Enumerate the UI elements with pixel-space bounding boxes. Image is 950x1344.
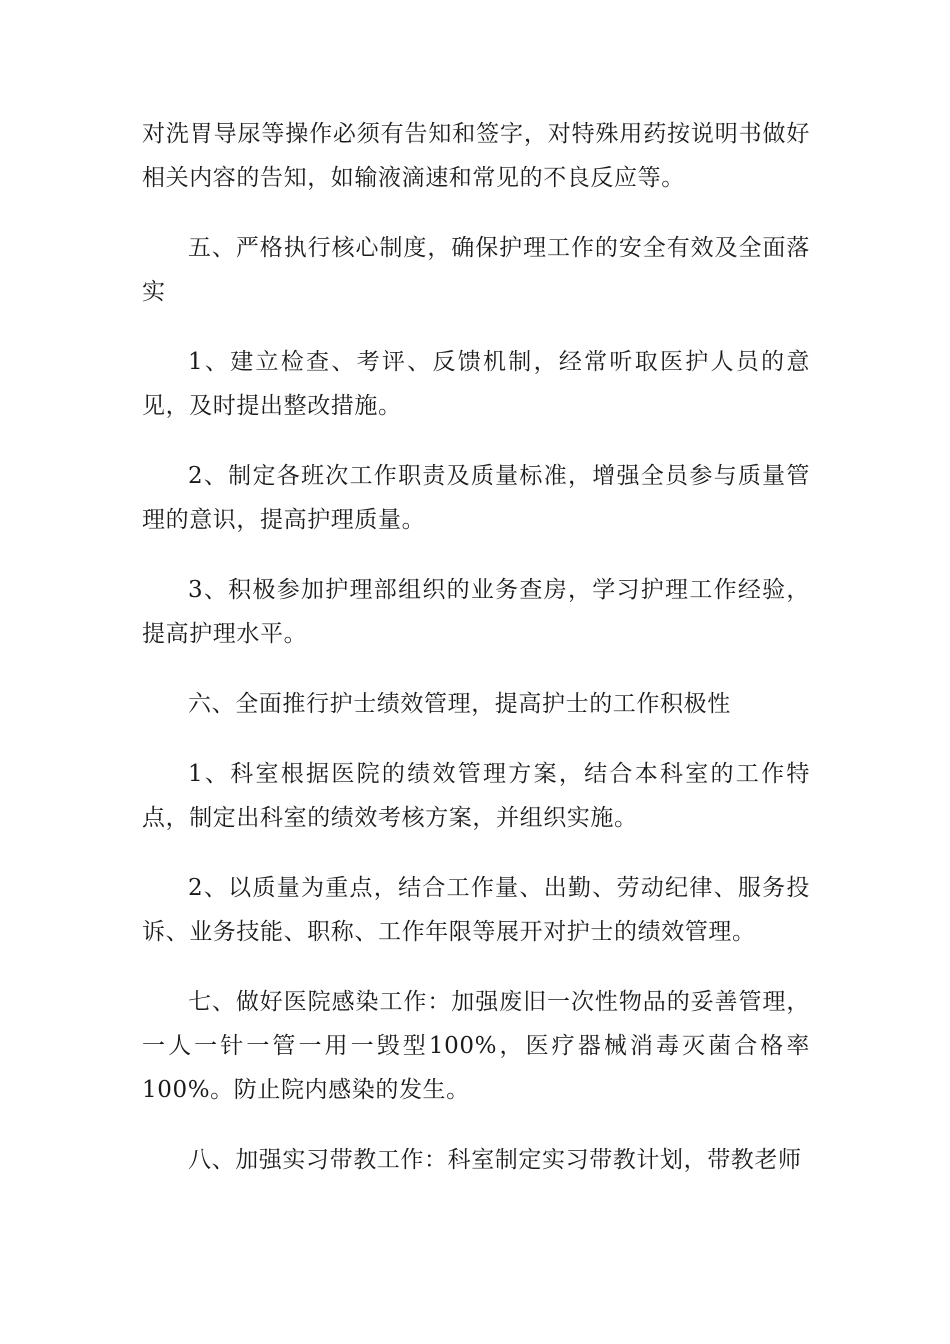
section-paragraph-8: 八、加强实习带教工作：科室制定实习带教计划，带教老师 <box>188 1147 802 1173</box>
paragraph-continued: 对洗胃导尿等操作必须有告知和签字，对特殊用药按说明书做好相关内容的告知，如输液滴速和常见的不良反应等。 <box>142 121 810 191</box>
document-body <box>142 112 810 1208</box>
paragraph: 2、以质量为重点，结合工作量、出勤、劳动纪律、服务投诉、业务技能、职称、工作年限等展开对护士的绩效管理。 <box>142 875 810 945</box>
section-heading-5: 五、严格执行核心制度，确保护理工作的安全有效及全面落实 <box>142 235 810 305</box>
paragraph: 2、制定各班次工作职责及质量标准，增强全员参与质量管理的意识，提高护理质量。 <box>142 463 810 533</box>
paragraph: 1、科室根据医院的绩效管理方案，结合本科室的工作特点，制定出科室的绩效考核方案，并组织实施。 <box>142 761 810 831</box>
section-paragraph-7: 七、做好医院感染工作：加强废旧一次性物品的妥善管理，一人一针一管一用一毁型100%，医疗器械消毒灭菌合格率100%。防止院内感染的发生。 <box>142 989 810 1103</box>
paragraph: 3、积极参加护理部组织的业务查房，学习护理工作经验，提高护理水平。 <box>142 577 810 647</box>
section-heading-6: 六、全面推行护士绩效管理，提高护士的工作积极性 <box>188 691 731 717</box>
paragraph: 1、建立检查、考评、反馈机制，经常听取医护人员的意见，及时提出整改措施。 <box>142 349 810 419</box>
